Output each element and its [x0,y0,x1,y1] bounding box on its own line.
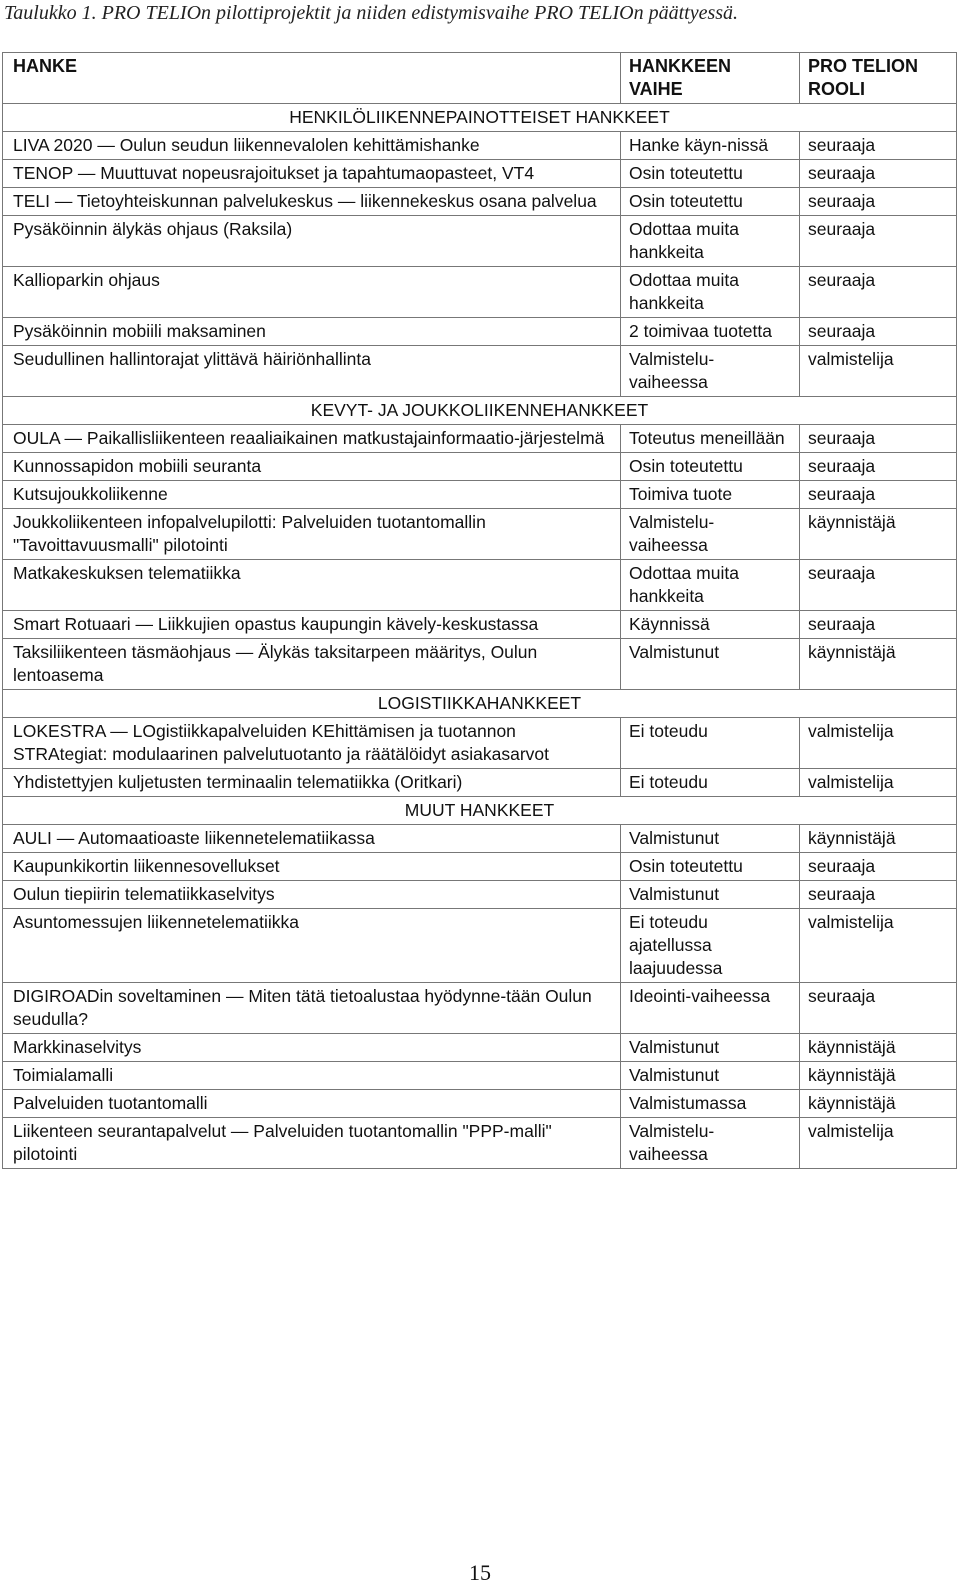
project-name: Smart Rotuaari — Liikkujien opastus kaupungin kävely-keskustassa [3,611,621,639]
project-phase: Valmistunut [621,881,800,909]
project-phase: Valmistunut [621,1034,800,1062]
project-role: seuraaja [800,425,957,453]
project-phase: Ideointi-vaiheessa [621,983,800,1034]
table-row [3,611,957,639]
table-row [3,346,957,397]
section-row [3,397,957,425]
section-title: LOGISTIIKKAHANKKEET [3,690,957,718]
project-name: Asuntomessujen liikennetelematiikka [3,909,621,983]
table-row [3,318,957,346]
project-name: LIVA 2020 — Oulun seudun liikennevalolen kehittämishanke [3,132,621,160]
table-row [3,1062,957,1090]
header-phase: HANKKEEN VAIHE [621,53,800,104]
project-role: seuraaja [800,481,957,509]
table-caption: Taulukko 1. PRO TELIOn pilottiprojektit ja niiden edistymisvaihe PRO TELIOn päättyessä. [4,2,739,24]
table-row [3,718,957,769]
project-phase: Toimiva tuote [621,481,800,509]
project-name: TENOP — Muuttuvat nopeusrajoitukset ja tapahtumaopasteet, VT4 [3,160,621,188]
project-name: Toimialamalli [3,1062,621,1090]
section-row [3,797,957,825]
project-phase: Odottaa muita hankkeita [621,267,800,318]
project-name: Oulun tiepiirin telematiikkaselvitys [3,881,621,909]
project-name: Pysäköinnin mobiili maksaminen [3,318,621,346]
project-role: käynnistäjä [800,825,957,853]
section-title: HENKILÖLIIKENNEPAINOTTEISET HANKKEET [3,104,957,132]
project-role: käynnistäjä [800,1034,957,1062]
project-role: käynnistäjä [800,1090,957,1118]
table-row [3,509,957,560]
project-role: seuraaja [800,983,957,1034]
table-row [3,983,957,1034]
project-role: seuraaja [800,453,957,481]
project-role: seuraaja [800,853,957,881]
project-role: seuraaja [800,611,957,639]
table-row [3,639,957,690]
project-role: seuraaja [800,318,957,346]
project-phase: Osin toteutettu [621,188,800,216]
project-phase: Käynnissä [621,611,800,639]
project-phase: Valmistunut [621,639,800,690]
table-row [3,853,957,881]
project-name: Kutsujoukkoliikenne [3,481,621,509]
project-name: Palveluiden tuotantomalli [3,1090,621,1118]
header-role: PRO TELION ROOLI [800,53,957,104]
project-phase: Ei toteudu ajatellussa laajuudessa [621,909,800,983]
table-row [3,188,957,216]
project-role: käynnistäjä [800,639,957,690]
project-name: Seudullinen hallintorajat ylittävä häiriönhallinta [3,346,621,397]
project-name: Pysäköinnin älykäs ohjaus (Raksila) [3,216,621,267]
project-phase: Valmistumassa [621,1090,800,1118]
project-name: LOKESTRA — LOgistiikkapalveluiden KEhittämisen ja tuotannon STRAtegiat: modulaarinen palvelutuotanto ja räätälöidyt asiakasarvot [3,718,621,769]
section-row [3,690,957,718]
project-role: seuraaja [800,881,957,909]
project-phase: Valmistunut [621,1062,800,1090]
table-row [3,267,957,318]
project-role: seuraaja [800,132,957,160]
project-name: TELI — Tietoyhteiskunnan palvelukeskus — liikennekeskus osana palvelua [3,188,621,216]
project-phase: Osin toteutettu [621,160,800,188]
project-role: seuraaja [800,188,957,216]
project-phase: Valmistelu-vaiheessa [621,1118,800,1169]
project-role: valmistelija [800,1118,957,1169]
project-phase: Osin toteutettu [621,853,800,881]
table-row [3,216,957,267]
table-row [3,881,957,909]
project-phase: Valmistunut [621,825,800,853]
table-row [3,132,957,160]
table-row [3,160,957,188]
project-role: seuraaja [800,560,957,611]
project-role: valmistelija [800,769,957,797]
table-row [3,1034,957,1062]
table-row [3,1090,957,1118]
project-phase: Ei toteudu [621,769,800,797]
table-row [3,825,957,853]
project-role: valmistelija [800,346,957,397]
project-name: Markkinaselvitys [3,1034,621,1062]
table-row [3,453,957,481]
project-role: seuraaja [800,267,957,318]
project-phase: Osin toteutettu [621,453,800,481]
project-phase: Odottaa muita hankkeita [621,560,800,611]
project-role: valmistelija [800,909,957,983]
project-name: Kallioparkin ohjaus [3,267,621,318]
project-name: Yhdistettyjen kuljetusten terminaalin telematiikka (Oritkari) [3,769,621,797]
project-phase: Ei toteudu [621,718,800,769]
project-phase: 2 toimivaa tuotetta [621,318,800,346]
table-row [3,1118,957,1169]
project-name: Joukkoliikenteen infopalvelupilotti: Palveluiden tuotantomallin "Tavoittavuusmalli" pilotointi [3,509,621,560]
section-row [3,104,957,132]
project-phase: Toteutus meneillään [621,425,800,453]
project-role: käynnistäjä [800,509,957,560]
project-name: Kunnossapidon mobiili seuranta [3,453,621,481]
project-name: Matkakeskuksen telematiikka [3,560,621,611]
projects-table [2,52,957,1169]
table-row [3,481,957,509]
table-row [3,560,957,611]
project-role: käynnistäjä [800,1062,957,1090]
project-phase: Hanke käyn-nissä [621,132,800,160]
table-row [3,909,957,983]
project-phase: Valmistelu-vaiheessa [621,346,800,397]
project-name: AULI — Automaatioaste liikennetelematiikassa [3,825,621,853]
project-name: Liikenteen seurantapalvelut — Palveluiden tuotantomallin "PPP-malli" pilotointi [3,1118,621,1169]
table-row [3,425,957,453]
header-row [3,53,957,104]
project-name: Taksiliikenteen täsmäohjaus — Älykäs taksitarpeen määritys, Oulun lentoasema [3,639,621,690]
page-number: 15 [469,1560,491,1585]
section-title: KEVYT- JA JOUKKOLIIKENNEHANKKEET [3,397,957,425]
project-role: seuraaja [800,216,957,267]
project-name: OULA — Paikallisliikenteen reaaliaikainen matkustajainformaatio-järjestelmä [3,425,621,453]
table-row [3,769,957,797]
project-role: valmistelija [800,718,957,769]
project-role: seuraaja [800,160,957,188]
section-title: MUUT HANKKEET [3,797,957,825]
project-name: Kaupunkikortin liikennesovellukset [3,853,621,881]
project-phase: Valmistelu-vaiheessa [621,509,800,560]
header-project: HANKE [3,53,621,104]
project-name: DIGIROADin soveltaminen — Miten tätä tietoalustaa hyödynne-tään Oulun seudulla? [3,983,621,1034]
project-phase: Odottaa muita hankkeita [621,216,800,267]
